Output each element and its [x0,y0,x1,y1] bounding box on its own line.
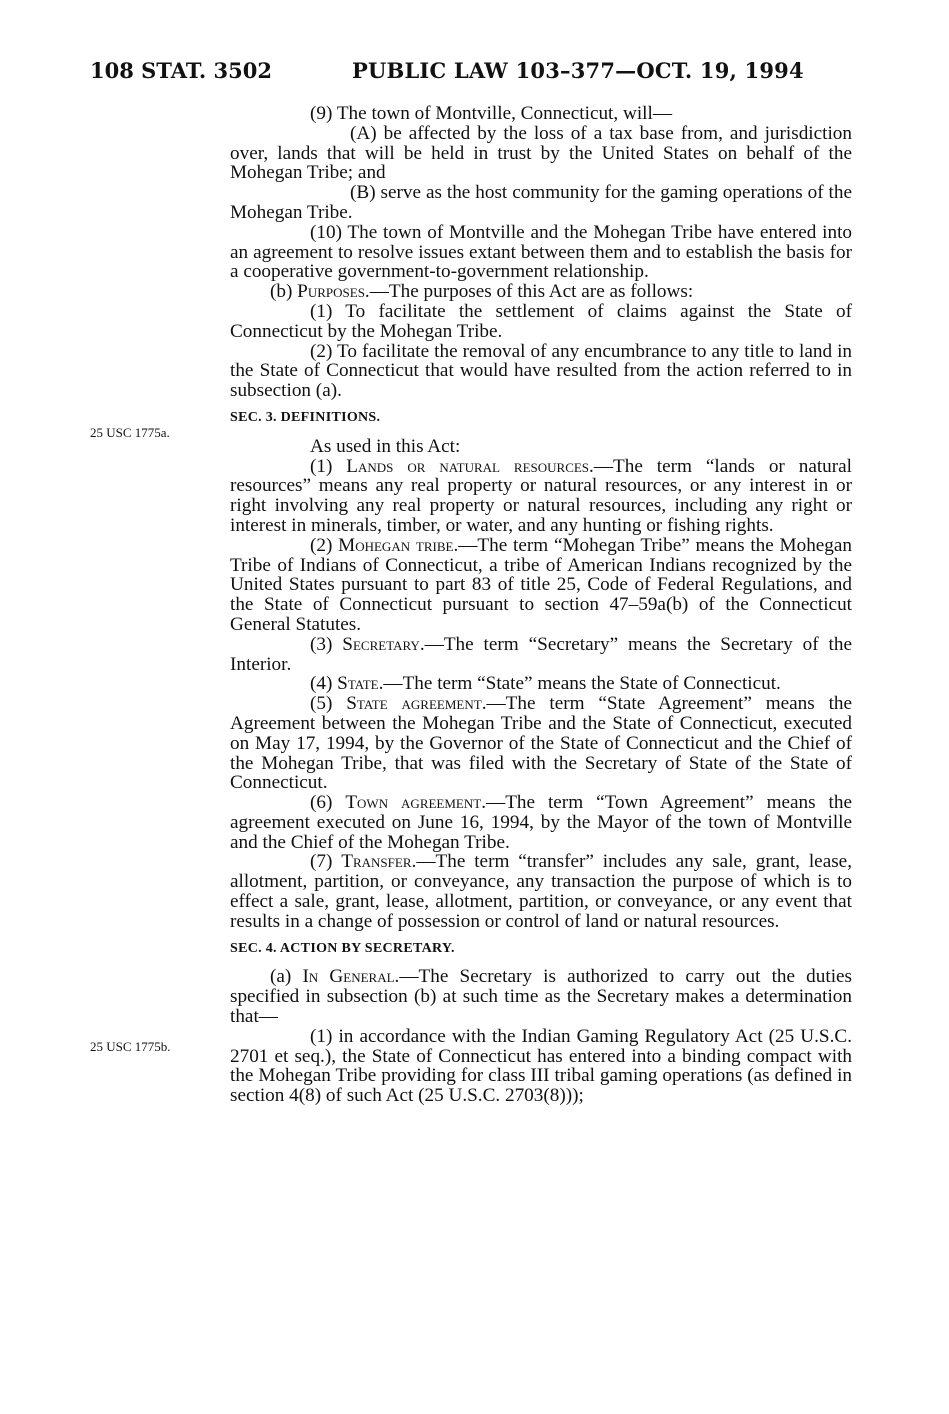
definition-3-label: (3) [310,633,343,655]
definition-3-text: .—The term “Secretary” means the Secretary of the Interior. [230,633,852,675]
definition-5-heading: State agreement [346,693,482,715]
as-used-line: As used in this Act: [310,435,461,457]
definition-1-text: .—The term “lands or natural resources” means any real property or natural resources, or any interest in or right involving any real property or natural resources, including any right or interest in minerals, timber, or water, and any hunting or fishing rights. [230,455,852,536]
definition-7 [230,852,852,931]
definition-1 [230,457,852,536]
public-law-title: PUBLIC LAW 103–377—OCT. 19, 1994 [352,58,804,83]
purpose-2: (2) To facilitate the removal of any encumbrance to any title to land in the State of Connecticut that would have resulted from the action referred to in subsection (a). [230,340,852,402]
definition-3 [230,635,852,675]
subsection-a-text: .—The Secretary is authorized to carry out the duties specified in subsection (b) at such time as the Secretary makes a determination that— [230,966,853,1028]
purpose-1: (1) To facilitate the settlement of claims against the State of Connecticut by the Mohegan Tribe. [230,300,852,342]
definition-6-text: .—The term “Town Agreement” means the agreement executed on June 16, 1994, by the Mayor of the town of Montville and the Chief of the Mohegan Tribe. [230,792,852,853]
section-3-heading: SEC. 3. DEFINITIONS. [230,409,381,425]
definition-3-heading: Secretary [342,633,420,655]
section-4-heading: SEC. 4. ACTION BY SECRETARY. [230,940,455,956]
subsection-b-text: .—The purposes of this Act are as follows: [364,281,694,303]
definition-1-label: (1) [310,455,347,477]
definition-2-text: .—The term “Mohegan Tribe” means the Mohegan Tribe of Indians of Connecticut, a tribe of American Indians recognized by the United States pursuant to part 83 of title 25, Code of Federal Regulations, and the State of Connecticut pursuant to section 47–59a(b) of the Connecticut General Statutes. [230,534,853,635]
statute-page-number: 108 STAT. 3502 [90,58,272,83]
definition-4-heading: State [337,673,379,695]
subsection-b-label: (b) [270,281,298,303]
definition-4 [230,674,852,694]
definition-6 [230,793,852,852]
definition-6-label: (6) [310,792,346,814]
definition-2 [230,536,852,635]
definition-5-label: (5) [310,693,347,715]
definition-2-heading: Mohegan tribe [338,534,454,556]
paragraph-9b: (B) serve as the host community for the gaming operations of the Mohegan Tribe. [230,182,852,223]
document-body [230,104,852,1106]
definition-5-text: .—The term “State Agreement” means the Agreement between the Mohegan Tribe and the State of Connecticut, executed on May 17, 1994, by the Governor of the State of Connecticut and the Chief of the Mohegan Tribe, that was filed with the Secretary of State of the State of Connecticut. [230,693,853,794]
determination-1: (1) in accordance with the Indian Gaming Regulatory Act (25 U.S.C. 2701 et seq.), the State of Connecticut has entered into a binding compact with the Mohegan Tribe providing for class III tribal gaming operations (as defined in section 4(8) of such Act (25 U.S.C. 2703(8))); [230,1025,852,1107]
paragraph-9: (9) The town of Montville, Connecticut, will— [310,103,673,124]
definition-6-heading: Town agreement [345,792,482,814]
definition-7-label: (7) [310,851,342,873]
definition-2-label: (2) [310,534,339,556]
definition-7-heading: Transfer [341,851,412,873]
definition-5 [230,694,852,793]
definition-7-text: .—The term “transfer” includes any sale, grant, lease, allotment, partition, or conveyance, any transaction the purpose of which is to effect a sale, grant, lease, allotment, partition, or conveyance, or any event that results in a change of possession or control of land or natural resources. [230,851,852,932]
paragraph-10: (10) The town of Montville and the Mohegan Tribe have entered into an agreement to resolve issues extant between them and to establish the basis for a cooperative government-to-government relationship. [230,221,852,283]
paragraph-9a: (A) be affected by the loss of a tax base from, and jurisdiction over, lands that will be held in trust by the United States on behalf of the Mohegan Tribe; and [230,122,852,184]
definition-1-heading: Lands or natural resources [346,455,590,477]
subsection-b-heading: Purposes [297,281,365,303]
definition-4-label: (4) [310,673,338,695]
subsection-a-heading: In General [302,966,395,988]
subsection-b [230,282,852,302]
definition-4-text: .—The term “State” means the State of Connecticut. [378,673,781,695]
subsection-a-label: (a) [270,966,303,988]
subsection-a [230,967,852,1026]
margin-note-sec4: 25 USC 1775b. [90,1039,171,1054]
margin-note-sec3: 25 USC 1775a. [90,425,170,440]
